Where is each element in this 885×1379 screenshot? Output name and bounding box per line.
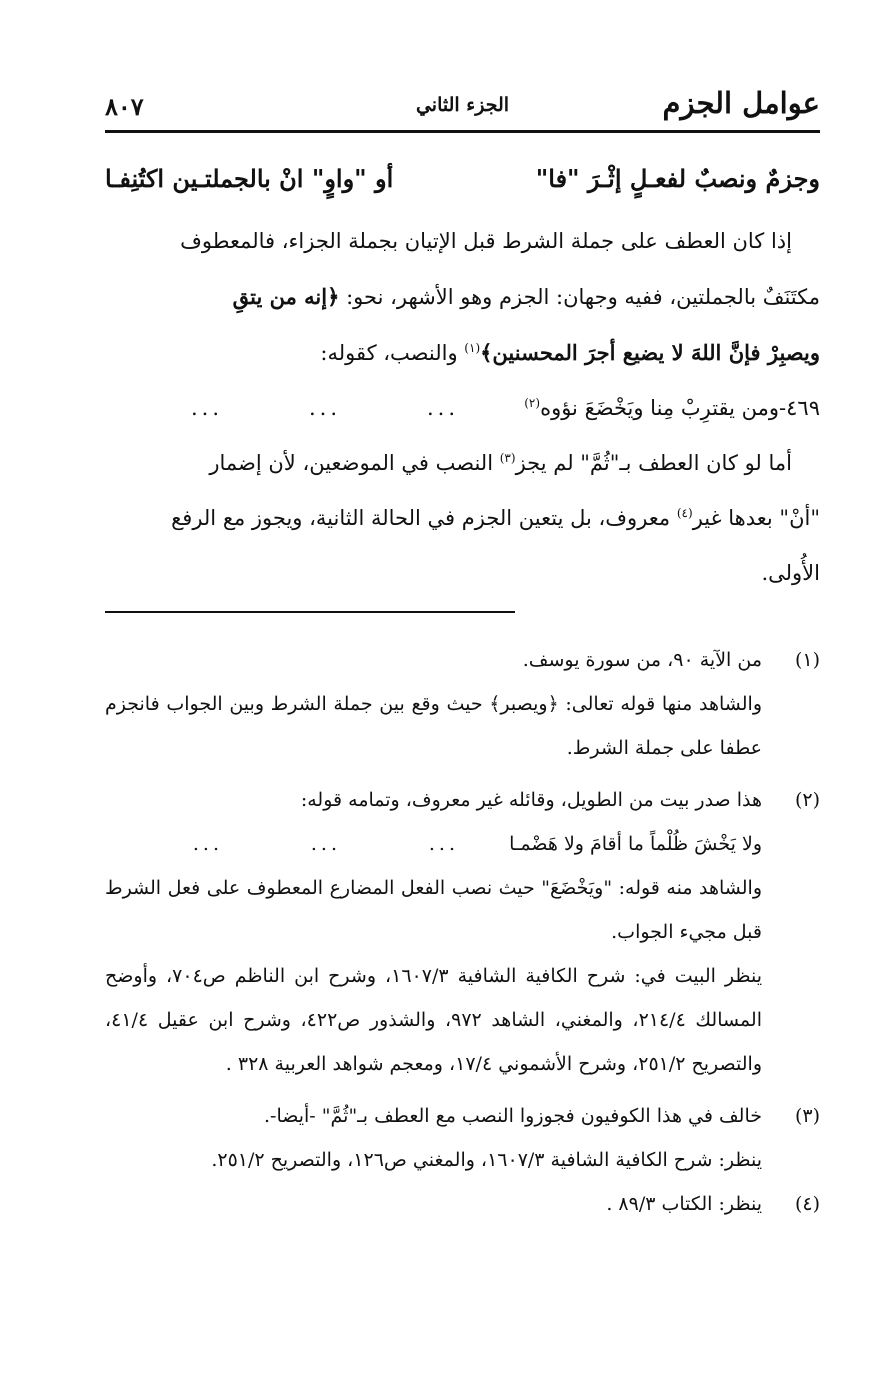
footnote-text: هذا صدر بيت من الطويل، وقائله غير معروف، وتمامه قوله:	[300, 789, 762, 811]
footnote-marker: (٢)	[524, 396, 541, 410]
ellipsis-group	[105, 822, 459, 866]
paragraph-line	[105, 269, 820, 325]
verse-completion: ولا يَخْشَ ظُلْماً ما أقامَ ولا هَضْمـا	[509, 833, 762, 855]
footnote-text: خالف في هذا الكوفيون فجوزوا النصب مع العطف بـ"ثُمَّ" -أيضا-.	[264, 1105, 762, 1127]
footnote-marker: (١)	[464, 341, 481, 355]
text-span: أما لو كان العطف بـ"ثُمَّ" لم يجز	[515, 451, 792, 475]
ellipsis: ...	[426, 396, 459, 420]
footnote-text: ينظر: الكتاب ٨٩/٣ .	[606, 1193, 762, 1215]
paragraph-line: إذا كان العطف على جملة الشرط قبل الإتيان بجملة الجزاء، فالمعطوف	[180, 229, 792, 253]
footnote-text: ينظر: شرح الكافية الشافية ١٦٠٧/٣، والمغني ص١٢٦، والتصريح ٢٥١/٢.	[211, 1149, 762, 1171]
footnotes	[105, 638, 820, 1226]
text-span: والنصب، كقوله:	[320, 341, 458, 365]
header-rule	[105, 130, 820, 133]
paragraph-line	[105, 325, 820, 381]
verse-completion-line	[105, 822, 762, 866]
paragraph-line	[105, 491, 820, 546]
page-header	[105, 80, 820, 126]
alfiyya-verse	[105, 164, 820, 208]
footnote-3	[105, 1094, 820, 1182]
quran-quote: ويصبِرْ فإنَّ اللهَ لا يضيع أجرَ المحسنين﴾	[480, 340, 820, 365]
verse-first-hemistich: وجزمٌ ونصبٌ لفعـلٍ إثْـرَ "فا"	[535, 164, 820, 193]
text-span: ٤٦٩-ومن يقترِبْ مِنا ويَخْضَعَ نؤوه	[540, 396, 820, 420]
footnote-2	[105, 778, 820, 1086]
volume-label: الجزء الثاني	[415, 94, 510, 116]
footnote-1	[105, 638, 820, 770]
ellipsis: ...	[190, 396, 223, 420]
ellipsis-group	[105, 381, 459, 436]
footnote-4	[105, 1182, 820, 1226]
footnote-divider	[105, 611, 515, 613]
paragraph-line	[105, 436, 820, 491]
footnote-text: من الآية ٩٠، من سورة يوسف.	[522, 649, 762, 671]
text-span: النصب في الموضعين، لأن إضمار	[209, 451, 494, 475]
ellipsis: ...	[310, 833, 341, 855]
text-span: "أنْ" بعدها غير	[692, 506, 820, 530]
poetic-evidence-line	[105, 381, 820, 436]
commentary-text	[105, 214, 820, 601]
text-span: معروف، بل يتعين الجزم في الحالة الثانية، ويجوز مع الرفع	[171, 506, 671, 530]
ellipsis: ...	[428, 833, 459, 855]
quran-quote: ﴿إنه من يتقِ	[232, 284, 340, 309]
footnote-number: (٤)	[794, 1193, 820, 1215]
ellipsis: ...	[192, 833, 223, 855]
poetic-evidence	[524, 381, 820, 436]
book-page	[105, 80, 820, 1360]
footnote-marker: (٤)	[676, 506, 693, 520]
footnote-marker: (٣)	[499, 451, 516, 465]
footnote-number: (١)	[794, 649, 820, 671]
footnote-number: (٣)	[794, 1105, 820, 1127]
footnote-text: ينظر البيت في: شرح الكافية الشافية ١٦٠٧/٣، وشرح ابن الناظم ص٧٠٤، وأوضح المسالك ٢١٤/٤، والمغني، الشاهد ٩٧٢، والشذور ص٤٢٢، وشرح ابن عقيل ٤١/٤، والتصريح ٢٥١/٢، وشرح الأشموني ١٧/٤، ومعجم شواهد العربية ٣٢٨ .	[105, 965, 763, 1075]
verse-second-hemistich: أو "واوٍ" انْ بالجملتـين اكتُنِفـا	[105, 164, 394, 193]
footnote-text: والشاهد منه قوله: "ويَخْضَعَ" حيث نصب الفعل المضارع المعطوف على فعل الشرط قبل مجيء الجواب.	[105, 877, 762, 943]
page-number: ٨٠٧	[105, 92, 144, 121]
ellipsis: ...	[308, 396, 341, 420]
footnote-text: والشاهد منها قوله تعالى: ﴿ويصبر﴾ حيث وقع بين جملة الشرط وبين الجواب فانجزم عطفا على جملة الشرط.	[105, 693, 762, 759]
text-span: مكتَنَفٌ بالجملتين، ففيه وجهان: الجزم وهو الأشهر، نحو:	[346, 285, 820, 309]
paragraph-line: الأُولى.	[761, 561, 820, 585]
chapter-title: عوامل الجزم	[662, 86, 820, 120]
footnote-number: (٢)	[794, 789, 820, 811]
